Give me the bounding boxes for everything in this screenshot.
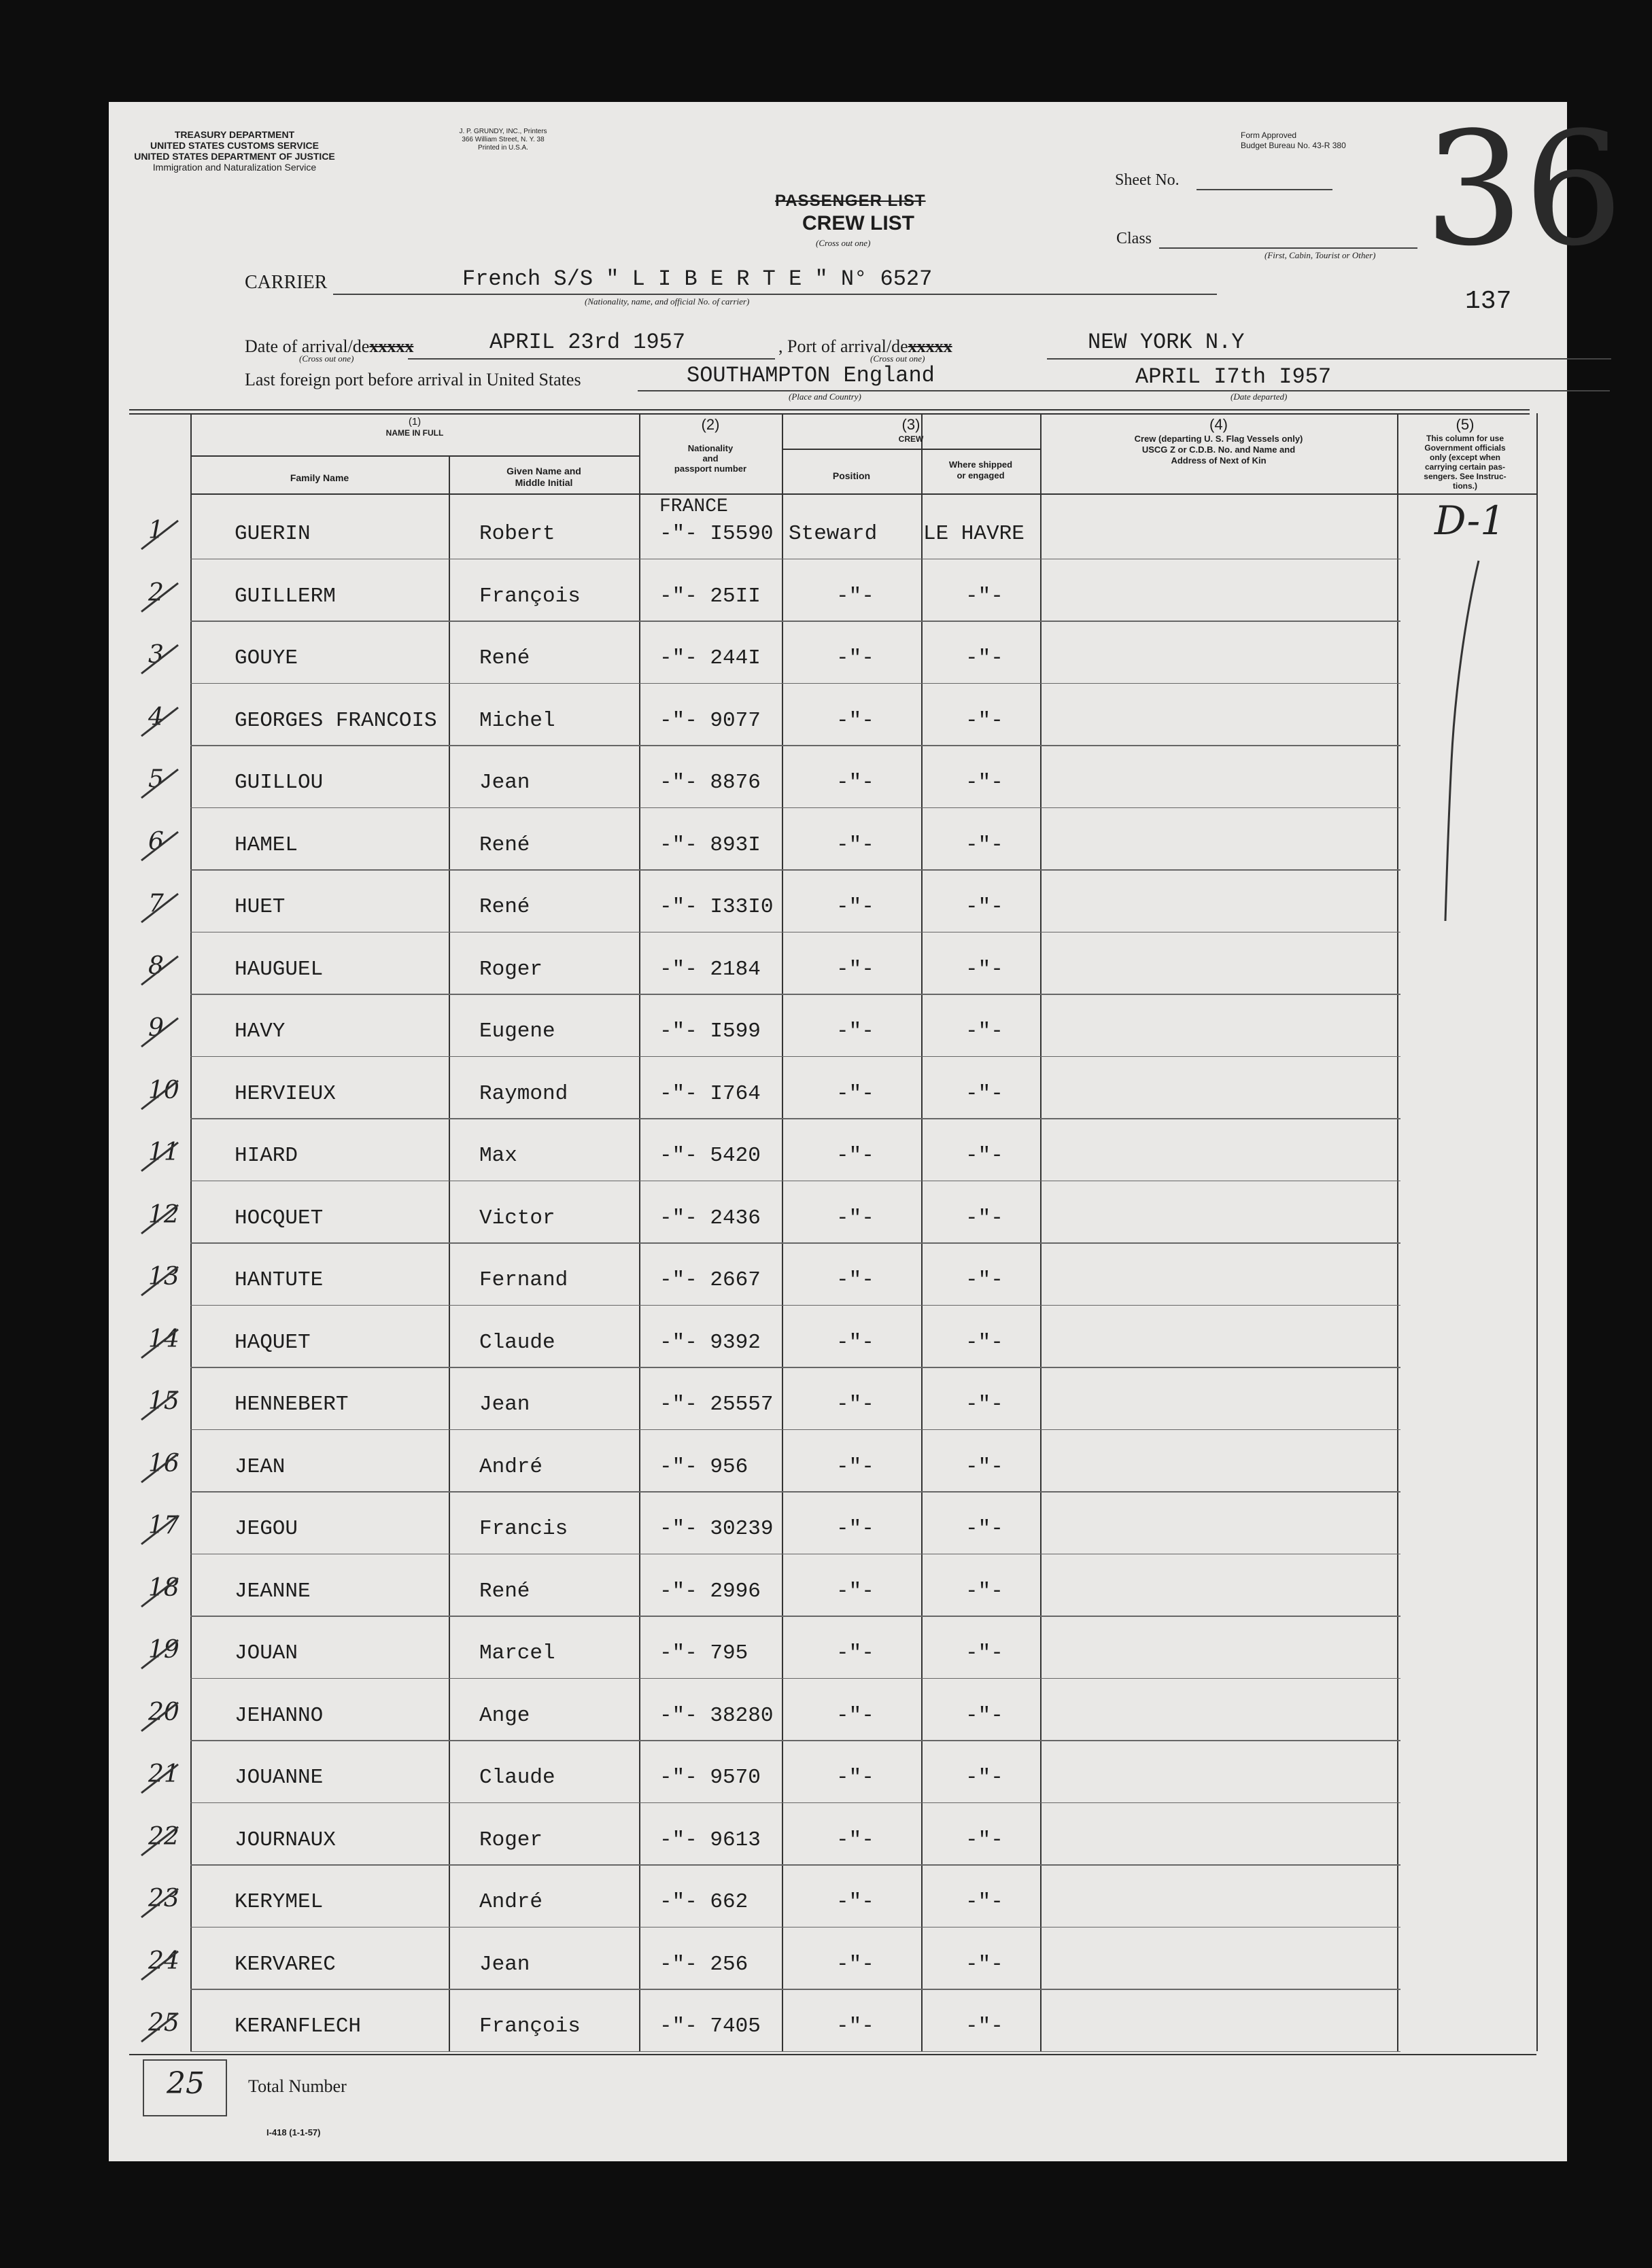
col-2-line-1: Nationality <box>687 443 734 453</box>
family-name: GOUYE <box>235 646 298 670</box>
row-number: 16 <box>148 1449 179 1478</box>
given-name: Claude <box>479 1330 555 1355</box>
col-5-header <box>1397 416 1533 491</box>
row-number: 11 <box>148 1138 179 1166</box>
family-name: KERANFLECH <box>235 2014 362 2038</box>
given-name: Roger <box>479 957 543 981</box>
table-row-line <box>190 1056 1400 1058</box>
given-name: René <box>479 646 530 670</box>
crew-position: -"- <box>836 1890 874 1914</box>
col-4-line-1: Crew (departing U. S. Flag Vessels only) <box>1134 434 1303 444</box>
shipped-at: -"- <box>965 1144 1003 1168</box>
agency-line-4: Immigration and Naturalization Service <box>152 162 317 173</box>
shipped-at: -"- <box>965 1890 1003 1914</box>
checkmark-icon <box>136 1137 184 1178</box>
given-name: Jean <box>479 1952 530 1976</box>
table-row-line <box>190 994 1400 995</box>
checkmark-icon <box>136 1013 184 1053</box>
family-name: HIARD <box>235 1144 298 1168</box>
family-name: HUET <box>235 895 286 919</box>
col-2-line-3: passport number <box>674 464 747 474</box>
passport-number: -"- 956 <box>659 1454 748 1479</box>
agency-block <box>122 129 347 173</box>
crew-position: -"- <box>836 1579 874 1603</box>
shipped-at: -"- <box>965 2014 1003 2038</box>
family-name: HANTUTE <box>235 1268 324 1292</box>
agency-line-1: TREASURY DEPARTMENT <box>174 129 295 140</box>
family-name: HENNEBERT <box>235 1393 349 1416</box>
row-number: 20 <box>148 1698 179 1726</box>
checkmark-icon <box>136 1075 184 1116</box>
shipped-at: -"- <box>965 646 1003 670</box>
col-given-line-1: Given Name and <box>506 466 581 476</box>
crew-position: -"- <box>836 708 874 733</box>
official-mark-stroke <box>1441 557 1482 924</box>
checkmark-icon <box>136 2008 184 2048</box>
family-name: HAQUET <box>235 1330 311 1355</box>
table-row-line <box>190 1429 1400 1431</box>
given-name: Eugene <box>479 1019 555 1043</box>
total-label: Total Number <box>248 2076 347 2096</box>
passport-number: -"- 9570 <box>659 1766 761 1790</box>
col-given-line-2: Middle Initial <box>515 477 573 488</box>
given-name: François <box>479 2014 581 2038</box>
crew-position: -"- <box>836 895 874 919</box>
crew-position: -"- <box>836 1703 874 1728</box>
official-mark: D-1 <box>1434 498 1506 544</box>
table-row-line <box>190 869 1400 871</box>
foreign-port-hint: (Place and Country) <box>789 391 861 402</box>
family-name: JOURNAUX <box>235 1828 336 1852</box>
shipped-at: -"- <box>965 1579 1003 1603</box>
shipped-at: -"- <box>965 1393 1003 1416</box>
row-number: 18 <box>148 1573 179 1602</box>
table-row-line <box>190 1181 1400 1182</box>
col-5-line-2: Government officials <box>1424 443 1506 453</box>
given-name: André <box>479 1890 543 1914</box>
family-name: JEHANNO <box>235 1703 324 1728</box>
col-given-header <box>449 466 639 489</box>
arrival-port-label <box>778 336 952 357</box>
checkmark-icon <box>136 888 184 929</box>
given-name: Raymond <box>479 1081 568 1106</box>
arrival-port-struck: xxxxx <box>908 336 952 356</box>
checkmark-icon <box>136 826 184 867</box>
family-name: HAUGUEL <box>235 957 324 981</box>
passport-number: -"- 9613 <box>659 1828 761 1852</box>
form-code: I-418 (1-1-57) <box>266 2127 321 2138</box>
family-name: JEANNE <box>235 1579 311 1603</box>
table-row-line <box>190 1554 1400 1555</box>
table-row-line <box>190 1989 1400 1990</box>
arrival-port-value: NEW YORK N.Y <box>1088 330 1245 355</box>
passport-number: -"- 9392 <box>659 1330 761 1355</box>
crew-position: -"- <box>836 1330 874 1355</box>
table-row-line <box>190 621 1400 622</box>
given-name: Fernand <box>479 1268 568 1292</box>
passport-number: -"- 2184 <box>659 957 761 981</box>
table-col-line <box>190 413 192 2051</box>
row-number: 1 <box>148 517 164 544</box>
checkmark-icon <box>136 1510 184 1551</box>
table-row-line <box>190 1305 1400 1306</box>
given-name: Marcel <box>479 1641 555 1665</box>
arrival-port-line <box>1047 358 1611 360</box>
family-name: JEGOU <box>235 1517 298 1541</box>
passport-number: -"- 38280 <box>659 1703 774 1728</box>
col-family-header: Family Name <box>290 472 349 483</box>
crew-position: -"- <box>836 1828 874 1852</box>
table-col-line <box>782 413 783 2051</box>
passport-number: -"- I33I0 <box>659 895 774 919</box>
shipped-at: -"- <box>965 1019 1003 1043</box>
checkmark-icon <box>136 1261 184 1302</box>
agency-line-2: UNITED STATES CUSTOMS SERVICE <box>150 140 319 151</box>
table-row-line <box>190 1927 1400 1928</box>
col-5-line-3: only (except when <box>1429 453 1501 462</box>
nationality-first: FRANCE <box>659 496 728 517</box>
shipped-at: -"- <box>965 1517 1003 1541</box>
table-bottom-line <box>129 2054 1536 2055</box>
shipped-at: -"- <box>965 1703 1003 1728</box>
passport-number: -"- 256 <box>659 1952 748 1976</box>
family-name: KERYMEL <box>235 1890 324 1914</box>
checkmark-icon <box>136 1635 184 1675</box>
agency-line-3: UNITED STATES DEPARTMENT OF JUSTICE <box>134 151 335 162</box>
checkmark-icon <box>136 1759 184 1800</box>
printer-line-3: Printed in U.S.A. <box>478 144 528 152</box>
col-where-line-2: or engaged <box>957 470 1005 481</box>
shipped-at: -"- <box>965 895 1003 919</box>
table-row-line <box>190 1616 1400 1617</box>
crew-position: -"- <box>836 1952 874 1976</box>
col-3-header <box>782 416 1040 445</box>
col-5-num: (5) <box>1456 416 1475 433</box>
passport-number: -"- I764 <box>659 1081 761 1106</box>
checkmark-icon <box>136 1386 184 1427</box>
col-4-num: (4) <box>1209 416 1228 433</box>
crew-position: -"- <box>836 771 874 795</box>
crew-position: -"- <box>836 1454 874 1479</box>
row-number: 14 <box>148 1325 179 1353</box>
shipped-at: -"- <box>965 1206 1003 1230</box>
family-name: GUERIN <box>235 522 311 546</box>
shipped-at: -"- <box>965 1766 1003 1790</box>
passport-number: -"- 662 <box>659 1890 748 1914</box>
checkmark-icon <box>136 702 184 743</box>
crew-position: -"- <box>836 1019 874 1043</box>
table-top-border <box>129 409 1530 411</box>
crew-position: -"- <box>836 833 874 857</box>
given-name: Roger <box>479 1828 543 1852</box>
family-name: JOUAN <box>235 1641 298 1665</box>
col-5-line-1: This column for use <box>1426 434 1504 443</box>
table-col-line <box>1040 413 1042 2051</box>
printer-block <box>435 128 571 152</box>
family-name: HOCQUET <box>235 1206 324 1230</box>
class-line <box>1159 247 1417 249</box>
passport-number: -"- 25II <box>659 584 761 608</box>
checkmark-icon <box>136 515 184 556</box>
page-number: 137 <box>1465 287 1512 316</box>
checkmark-icon <box>136 764 184 805</box>
sheet-line <box>1197 189 1332 190</box>
shipped-at: -"- <box>965 1330 1003 1355</box>
arrival-port-hint: (Cross out one) <box>870 353 925 364</box>
row-number: 7 <box>148 890 164 918</box>
given-name: Jean <box>479 1393 530 1416</box>
total-value: 25 <box>167 2066 205 2101</box>
family-name: HERVIEUX <box>235 1081 336 1106</box>
carrier-hint: (Nationality, name, and official No. of carrier) <box>585 296 750 307</box>
title-crew-list: CREW LIST <box>802 212 914 234</box>
header-bottom-line <box>190 493 1536 495</box>
crew-position: -"- <box>836 1393 874 1416</box>
row-number: 15 <box>148 1387 179 1415</box>
arrival-date-struck: xxxxx <box>369 336 414 356</box>
crew-position: -"- <box>836 1081 874 1106</box>
given-name: François <box>479 584 581 608</box>
given-name: Ange <box>479 1703 530 1728</box>
col-1-header <box>190 416 639 439</box>
shipped-at: -"- <box>965 771 1003 795</box>
row-number: 13 <box>148 1263 179 1291</box>
passport-number: -"- 8876 <box>659 771 761 795</box>
passport-number: -"- 2996 <box>659 1579 761 1603</box>
crew-position: -"- <box>836 584 874 608</box>
row-number: 21 <box>148 1760 179 1788</box>
checkmark-icon <box>136 1324 184 1365</box>
crew-position: -"- <box>836 1517 874 1541</box>
row-number: 9 <box>148 1014 164 1042</box>
col-3-title: CREW <box>898 434 924 444</box>
table-row-line <box>190 1864 1400 1866</box>
foreign-port-date-hint: (Date departed) <box>1231 391 1288 402</box>
col-where-line-1: Where shipped <box>948 459 1013 470</box>
checkmark-icon <box>136 1883 184 1924</box>
col-5-line-5: sengers. See Instruc- <box>1424 472 1507 481</box>
form-approved-line-2: Budget Bureau No. 43-R 380 <box>1241 141 1346 150</box>
arrival-date-line <box>408 358 775 360</box>
passport-number: -"- I5590 <box>659 522 774 546</box>
arrival-date-label-text: Date of arrival/de <box>245 336 370 356</box>
family-name: JEAN <box>235 1454 286 1479</box>
family-name: GUILLOU <box>235 771 324 795</box>
carrier-value: French S/S " L I B E R T E " N° 6527 <box>462 266 933 292</box>
row-number: 19 <box>148 1636 179 1664</box>
table-row-line <box>190 683 1400 684</box>
title-struck: PASSENGER LIST <box>775 192 926 210</box>
form-approved-line-1: Form Approved <box>1241 130 1297 140</box>
given-name: Michel <box>479 708 555 733</box>
table-row-line <box>190 1802 1400 1804</box>
passport-number: -"- 2436 <box>659 1206 761 1230</box>
crew-position: -"- <box>836 1144 874 1168</box>
col-2-line-2: and <box>702 453 719 464</box>
crew-position: -"- <box>836 646 874 670</box>
col-3-num: (3) <box>901 416 920 433</box>
header-sub-line <box>782 449 1040 450</box>
given-name: Jean <box>479 771 530 795</box>
checkmark-icon <box>136 1573 184 1613</box>
passport-number: -"- 893I <box>659 833 761 857</box>
family-name: GEORGES FRANCOIS <box>235 708 437 733</box>
row-number: 22 <box>148 1822 179 1851</box>
col-position-header: Position <box>832 470 871 481</box>
passport-number: -"- 2667 <box>659 1268 761 1292</box>
row-number: 23 <box>148 1885 179 1913</box>
family-name: JOUANNE <box>235 1766 324 1790</box>
table-col-line <box>1397 413 1398 2051</box>
arrival-port-label-text: , Port of arrival/de <box>778 336 908 356</box>
shipped-at: -"- <box>965 584 1003 608</box>
shipped-at: -"- <box>965 1952 1003 1976</box>
row-number: 25 <box>148 2009 179 2037</box>
given-name: Victor <box>479 1206 555 1230</box>
form-approved-block <box>1241 130 1346 151</box>
crew-position: -"- <box>836 1641 874 1665</box>
col-2-header <box>639 416 782 474</box>
col-4-header <box>1040 416 1397 466</box>
passport-number: -"- 5420 <box>659 1144 761 1168</box>
shipped-at: -"- <box>965 1081 1003 1106</box>
col-4-line-2: USCG Z or C.D.B. No. and Name and <box>1141 444 1296 455</box>
col-1-num: (1) <box>408 416 421 428</box>
sheet-number: 36 <box>1424 99 1623 281</box>
shipped-at: -"- <box>965 957 1003 981</box>
checkmark-icon <box>136 1946 184 1987</box>
row-number: 4 <box>148 703 164 731</box>
table-col-line <box>921 413 923 2051</box>
table-top-border-2 <box>129 413 1530 415</box>
passport-number: -"- 25557 <box>659 1393 774 1416</box>
title-hint: (Cross out one) <box>816 238 871 248</box>
table-row-line <box>190 2051 1400 2053</box>
foreign-port-line <box>638 390 1610 391</box>
table-row-line <box>190 932 1400 933</box>
table-col-line <box>639 413 640 2051</box>
row-number: 3 <box>148 641 164 669</box>
checkmark-icon <box>136 1200 184 1240</box>
shipped-at: -"- <box>965 708 1003 733</box>
passport-number: -"- 7405 <box>659 2014 761 2038</box>
crew-position: Steward <box>789 522 878 546</box>
checkmark-icon <box>136 951 184 992</box>
table-row-line <box>190 559 1400 560</box>
printer-line-2: 366 William Street, N. Y. 38 <box>462 136 545 143</box>
shipped-at: -"- <box>965 1268 1003 1292</box>
checkmark-icon <box>136 1821 184 1862</box>
col-5-line-4: carrying certain pas- <box>1424 462 1506 472</box>
col-1-title: NAME IN FULL <box>385 428 444 438</box>
crew-position: -"- <box>836 1766 874 1790</box>
family-name: HAVY <box>235 1019 286 1043</box>
class-hint: (First, Cabin, Tourist or Other) <box>1264 250 1376 260</box>
arrival-date-hint: (Cross out one) <box>299 353 354 364</box>
passport-number: -"- 795 <box>659 1641 748 1665</box>
given-name: André <box>479 1454 543 1479</box>
row-number: 12 <box>148 1200 179 1229</box>
crew-position: -"- <box>836 1206 874 1230</box>
shipped-at: -"- <box>965 1641 1003 1665</box>
family-name: HAMEL <box>235 833 298 857</box>
row-number: 17 <box>148 1512 179 1539</box>
row-number: 24 <box>148 1947 179 1975</box>
printer-line-1: J. P. GRUNDY, INC., Printers <box>459 128 547 135</box>
foreign-port-date: APRIL I7th I957 <box>1135 364 1332 389</box>
table-row-line <box>190 807 1400 809</box>
crew-list-sheet <box>109 99 1623 2161</box>
row-number: 2 <box>148 578 164 607</box>
col-4-line-3: Address of Next of Kin <box>1171 455 1267 466</box>
table-row-line <box>190 1242 1400 1244</box>
row-number: 5 <box>148 765 164 793</box>
given-name: René <box>479 833 530 857</box>
family-name: KERVAREC <box>235 1952 336 1976</box>
foreign-port-label: Last foreign port before arrival in United States <box>245 370 581 389</box>
passport-number: -"- 30239 <box>659 1517 774 1541</box>
table-row-line <box>190 1491 1400 1493</box>
given-name: Max <box>479 1144 517 1168</box>
table-row-line <box>190 1740 1400 1741</box>
checkmark-icon <box>136 640 184 680</box>
given-name: Francis <box>479 1517 568 1541</box>
passport-number: -"- 244I <box>659 646 761 670</box>
crew-position: -"- <box>836 2014 874 2038</box>
given-name: René <box>479 1579 530 1603</box>
crew-position: -"- <box>836 957 874 981</box>
checkmark-icon <box>136 1448 184 1489</box>
given-name: Claude <box>479 1766 555 1790</box>
col-5-line-6: tions.) <box>1453 481 1477 491</box>
given-name: Robert <box>479 522 555 546</box>
shipped-at: -"- <box>965 1454 1003 1479</box>
shipped-at: -"- <box>965 833 1003 857</box>
table-row-line <box>190 1367 1400 1368</box>
table-col-line <box>1536 413 1538 2051</box>
sheet-label: Sheet No. <box>1115 171 1180 189</box>
class-label: Class <box>1116 230 1152 247</box>
carrier-line <box>333 294 1217 295</box>
table-col-line <box>449 455 450 2051</box>
family-name: GUILLERM <box>235 584 336 608</box>
row-number: 8 <box>148 952 164 980</box>
table-row-line <box>190 745 1400 746</box>
shipped-at: -"- <box>965 1828 1003 1852</box>
given-name: René <box>479 895 530 919</box>
col-where-header <box>921 459 1040 481</box>
row-number: 6 <box>148 827 164 856</box>
passport-number: -"- I599 <box>659 1019 761 1043</box>
col-2-num: (2) <box>701 416 720 433</box>
header-sub-line <box>190 455 639 457</box>
passport-number: -"- 9077 <box>659 708 761 733</box>
table-row-line <box>190 1678 1400 1679</box>
checkmark-icon <box>136 1697 184 1738</box>
checkmark-icon <box>136 578 184 618</box>
crew-position: -"- <box>836 1268 874 1292</box>
shipped-at: LE HAVRE <box>923 522 1025 546</box>
table-row-line <box>190 1118 1400 1119</box>
row-number: 10 <box>148 1076 179 1104</box>
arrival-date-value: APRIL 23rd 1957 <box>489 330 686 355</box>
carrier-label: CARRIER <box>245 272 328 293</box>
foreign-port-value: SOUTHAMPTON England <box>687 363 935 388</box>
